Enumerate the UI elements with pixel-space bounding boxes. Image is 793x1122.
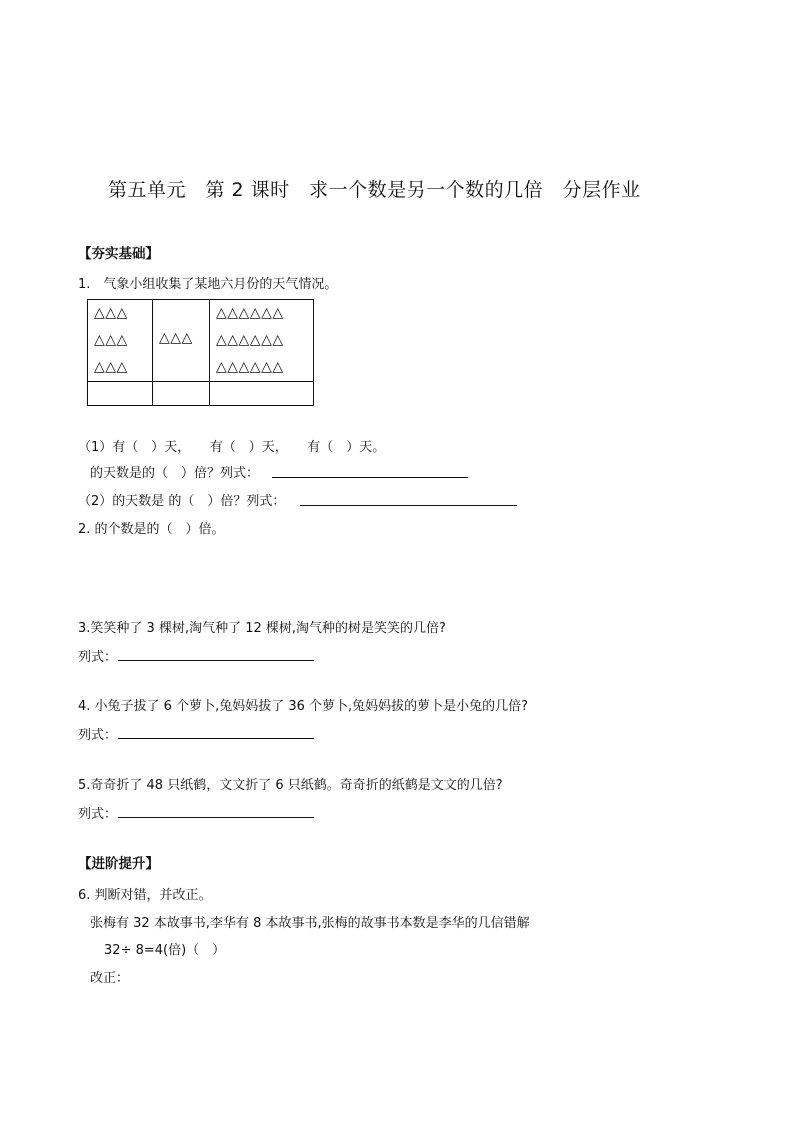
weather-cell-sunny: [88, 300, 153, 382]
triangle-row: △△△: [94, 359, 128, 375]
weather-count-cell[interactable]: [210, 382, 314, 406]
page-title: 第五单元 第 2 课时 求一个数是另一个数的几倍 分层作业: [108, 179, 641, 201]
triangle-row: △△△: [94, 305, 128, 321]
weather-count-cell[interactable]: [88, 382, 153, 406]
answer-blank[interactable]: [118, 817, 314, 818]
triangle-row: △△△△△△: [216, 332, 284, 348]
weather-count-cell[interactable]: [153, 382, 210, 406]
answer-blank[interactable]: [118, 738, 314, 739]
question-6-text: 6. 判断对错，并改正。: [78, 888, 212, 903]
formula-label: 列式：: [78, 807, 118, 822]
question-1-sub-1b: 的天数是的（ ）倍？列式：: [90, 466, 260, 481]
triangle-row: △△△: [94, 332, 128, 348]
triangle-row: △△△△△△: [216, 359, 284, 375]
question-6-work: 32÷ 8=4(倍)（ ）: [104, 943, 226, 958]
question-1-sub-1: （1）有（ ）天， 有（ ）天， 有（ ）天。: [78, 440, 386, 455]
answer-blank[interactable]: [300, 505, 517, 506]
weather-cell-rainy: [210, 300, 314, 382]
triangle-row: △△△△△△: [216, 305, 284, 321]
section-header-advanced: 【进阶提升】: [78, 856, 159, 872]
question-5-text: 5.奇奇折了 48 只纸鹤，文文折了 6 只纸鹤。奇奇折的纸鹤是文文的几倍?: [78, 778, 503, 793]
answer-blank[interactable]: [272, 477, 468, 478]
section-header-basics: 【夯实基础】: [78, 246, 159, 262]
question-6-problem: 张梅有 32 本故事书,李华有 8 本故事书,张梅的故事书本数是李华的几信错解: [90, 916, 530, 931]
weather-cell-cloudy: [153, 300, 210, 382]
question-1-text: 1. 气象小组收集了某地六月份的天气情况。: [78, 277, 338, 292]
formula-label: 列式：: [78, 728, 118, 743]
triangle-row: △△△: [159, 330, 193, 346]
question-4-text: 4. 小兔子拔了 6 个萝卜,兔妈妈拔了 36 个萝卜,兔妈妈拔的萝卜是小兔的几倍?: [78, 699, 529, 714]
question-3-text: 3.笑笑种了 3 棵树,淘气种了 12 棵树,淘气种的树是笑笑的几倍?: [78, 621, 446, 636]
formula-label: 列式：: [78, 650, 118, 665]
question-1-sub-2: （2）的天数是 的（ ）倍？列式：: [78, 494, 286, 509]
correction-label: 改正：: [90, 971, 130, 986]
question-2-text: 2. 的个数是的（ ）倍。: [78, 522, 225, 537]
answer-blank[interactable]: [118, 660, 314, 661]
weather-table: [87, 299, 314, 406]
